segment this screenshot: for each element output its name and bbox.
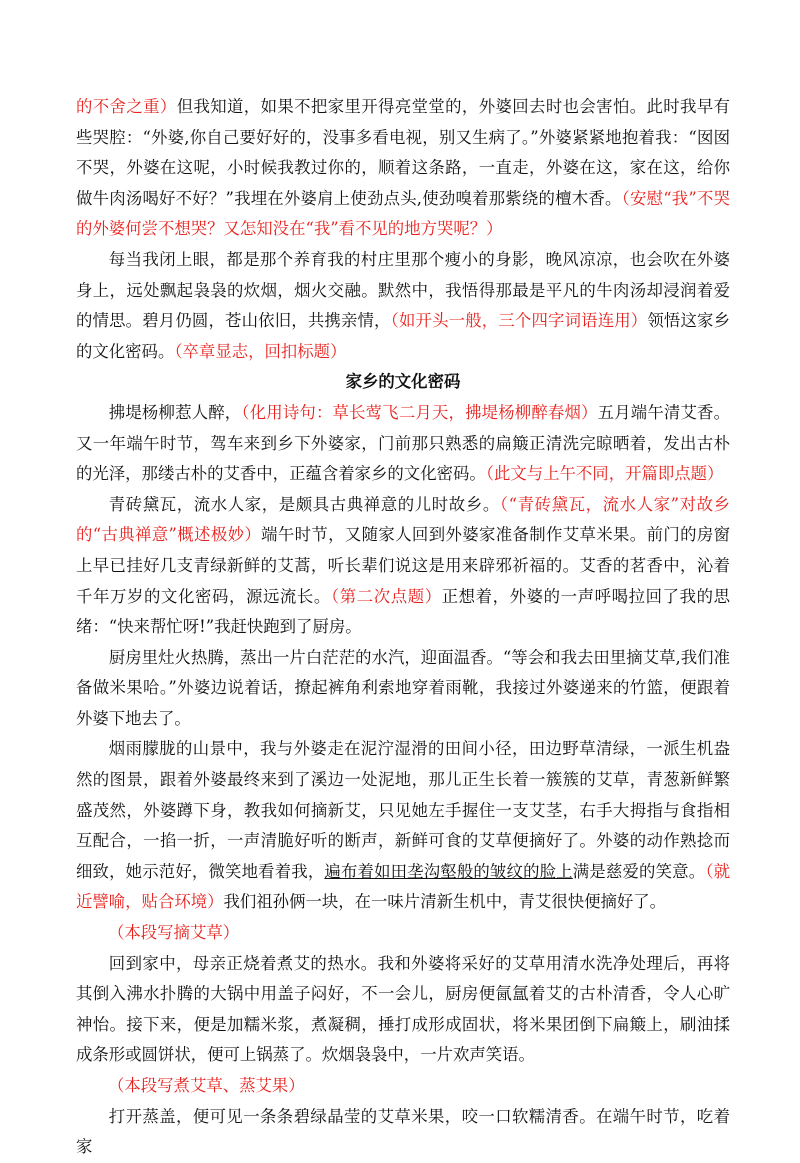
annotation: （化用诗句：草长莺飞二月天，拂堤杨柳醉春烟） bbox=[241, 402, 598, 422]
body-text: 烟雨朦胧的山景中，我与外婆走在泥泞湿滑的田间小径，田边野草清绿，一派生机盎然的图景，跟着外婆最终来到了溪边一处泥地，那儿正生长着一簇簇的艾草，青葱新鲜繁盛茂然，外婆蹲下身，教我如何摘新艾，只见她左手握住一支艾茎，右手大拇指与食指相互配合，一掐一折，一声清脆好听的断声，新鲜可食的艾草便摘好了。外婆的动作熟捻而细致，她示范好，微笑地看着我， bbox=[76, 739, 730, 881]
body-text: 拂堤杨柳惹人醉， bbox=[108, 402, 242, 422]
annotation: （“青砖黛瓦，流水人家”对故乡的“古典禅意”概述极妙） bbox=[76, 494, 731, 545]
paragraph-2 bbox=[76, 245, 730, 367]
annotation: （第二次点题） bbox=[330, 586, 442, 606]
annotation: （如开头一般，三个四字词语连用） bbox=[390, 311, 648, 331]
body-text: 青砖黛瓦，流水人家，是颇具古典禅意的儿时故乡。 bbox=[108, 494, 500, 514]
body-text: 正想着，外婆的一声呼喝拉回了我的思绪：“快来帮忙呀!”我赶快跑到了厨房。 bbox=[76, 586, 730, 637]
body-text: 端午时节，又随家人回到外婆家准备制作艾草米果。前门的房窗上早已挂好几支青绿新鲜的艾蒿，听长辈们说这是用来辟邪祈福的。艾香的茗香中，沁着千年万岁的文化密码，源远流长。 bbox=[76, 525, 730, 606]
annotation: 的不舍之重） bbox=[76, 97, 177, 116]
body-text: 我们祖孙俩一块，在一味片清新生机中，青艾很快便摘好了。 bbox=[223, 892, 667, 912]
annotation: （卒章显志，回扣标题） bbox=[174, 341, 347, 361]
essay-title: 家乡的文化密码 bbox=[345, 372, 461, 392]
document-page bbox=[76, 92, 730, 1163]
body-text: 满是慈爱的笑意。 bbox=[572, 861, 706, 881]
body-text: 领悟这家乡的文化密码。 bbox=[76, 311, 731, 361]
underlined-phrase: 遍布着如田垄沟壑般的皱纹的脸上 bbox=[324, 861, 573, 881]
body-text: 每当我闭上眼，都是那个养育我的村庄里那个瘦小的身影，晚风凉凉，也会吹在外婆身上，远处飘起袅袅的炊烟，烟火交融。默然中，我悟得那最是平凡的牛肉汤却浸润着爱的情思。碧月仍圆，苍山依旧，共携亲情， bbox=[76, 249, 730, 331]
paragraph-1 bbox=[76, 92, 730, 245]
paragraph-3 bbox=[76, 398, 730, 490]
annotation: （此文与上午不同，开篇即点题） bbox=[485, 464, 724, 484]
body-text: 但我知道，如果不把家里开得亮堂堂的，外婆回去时也会害怕。此时我早有些哭腔：“外婆,你自己要好好的，没事多看电视，别又生病了。”外婆紧紧地抱着我：“囡囡不哭，外婆在这呢，小时候我教过你的，顺着这条路，一直走，外婆在这，家在这，给你做牛肉汤喝好不好？”我埋在外婆肩上使劲点头,使劲嗅着那紫绕的檀木香。 bbox=[76, 97, 731, 208]
section-note-1: （本段写摘艾草） bbox=[108, 923, 240, 943]
paragraph-6 bbox=[76, 734, 730, 918]
paragraph-7: 回到家中，母亲正烧着煮艾的热水。我和外婆将采好的艾草用清水洗净处理后，再将其倒入沸水扑腾的大锅中用盖子闷好，不一会儿，厨房便氤氲着艾的古朴清香，令人心旷神怡。接下来，便是加糯米浆，煮凝稠，捶打成形成固状，将米果团倒下扁簸上，刷油揉成条形或圆饼状，便可上锅蒸了。炊烟袅袅中，一片欢声笑语。 bbox=[76, 953, 730, 1065]
paragraph-4 bbox=[76, 490, 730, 643]
paragraph-5: 厨房里灶火热腾，蒸出一片白茫茫的水汽，迎面温香。“等会和我去田里摘艾草,我们准备做米果哈。”外婆边说着话，撩起裤角利索地穿着雨靴，我接过外婆递来的竹篮，便跟着外婆下地去了。 bbox=[76, 647, 730, 728]
paragraph-8: 打开蒸盖，便可见一条条碧绿晶莹的艾草米果，咬一口软糯清香。在端午时节，吃着家 bbox=[76, 1106, 730, 1157]
annotation: （安慰“我”不哭的外婆何尝不想哭？又怎知没在“我”看不见的地方哭呢？） bbox=[76, 188, 731, 239]
body-text: 五月端午清艾香。又一年端午时节，驾车来到乡下外婆家，门前那只熟悉的扁簸正清洗完晾晒着，发出古朴的光泽，那缕古朴的艾香中，正蕴含着家乡的文化密码。 bbox=[76, 402, 731, 484]
section-note-2: （本段写煮艾草、蒸艾果） bbox=[108, 1076, 305, 1095]
annotation: （就近譬喻，贴合环境） bbox=[76, 861, 731, 912]
